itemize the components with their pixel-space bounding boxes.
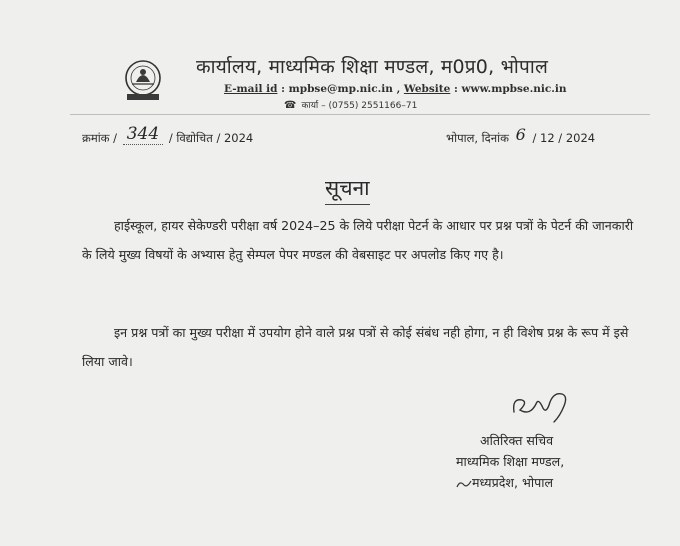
signatory-organization: माध्यमिक शिक्षा मण्डल, xyxy=(456,454,565,469)
website-url[interactable]: www.mpbse.nic.in xyxy=(461,83,567,95)
board-seal-logo xyxy=(118,58,168,102)
signatory-block xyxy=(456,430,564,493)
notice-paragraph-1: हाईस्कूल, हायर सेकेण्डरी परीक्षा वर्ष 2024–25 के लिये परीक्षा पेटर्न के आधार पर प्रश्न पत्रों के पेटर्न की जानकारी के लिये मुख्य विषयों के अभ्यास हेतु सेम्पल पेपर मण्डल की वेबसाइट पर अपलोड किए गए है। xyxy=(82,218,634,262)
phone-text: कार्या – (0755) 2551166–71 xyxy=(301,101,418,111)
email-address[interactable]: mpbse@mp.nic.in xyxy=(288,83,393,95)
date-rest: / 12 / 2024 xyxy=(532,131,596,145)
signatory-designation: अतिरिक्त सचिव xyxy=(480,433,554,448)
contact-line: E-mail id : mpbse@mp.nic.in , Website : www.mpbse.nic.in xyxy=(224,83,567,95)
reference-number: 344 xyxy=(123,124,163,145)
email-label: E-mail id xyxy=(224,83,278,95)
notice-title: सूचना xyxy=(325,174,370,205)
reference-suffix: / विद्योचित / 2024 xyxy=(168,131,254,145)
header-divider xyxy=(70,114,650,115)
initial-scribble xyxy=(456,479,472,489)
phone-line xyxy=(284,98,417,111)
signatory-place: मध्यप्रदेश, भोपाल xyxy=(472,475,554,490)
handwritten-signature xyxy=(506,386,576,426)
phone-icon: ☎ xyxy=(284,100,297,111)
reference-number-line xyxy=(82,124,254,148)
website-label: Website xyxy=(403,83,451,95)
reference-prefix: क्रमांक / xyxy=(82,131,118,145)
notice-paragraph-2: इन प्रश्न पत्रों का मुख्य परीक्षा में उपयोग होने वाले प्रश्न पत्रों से कोई संबंध नही होगा, न ही विशेष प्रश्न के रूप में इसे लिया जावे। xyxy=(82,325,629,369)
office-title: कार्यालय, माध्यमिक शिक्षा मण्डल, म0प्र0, भोपाल xyxy=(196,56,549,78)
date-prefix: भोपाल, दिनांक xyxy=(446,131,509,145)
date-day: 6 xyxy=(515,125,526,144)
date-line xyxy=(446,127,595,146)
